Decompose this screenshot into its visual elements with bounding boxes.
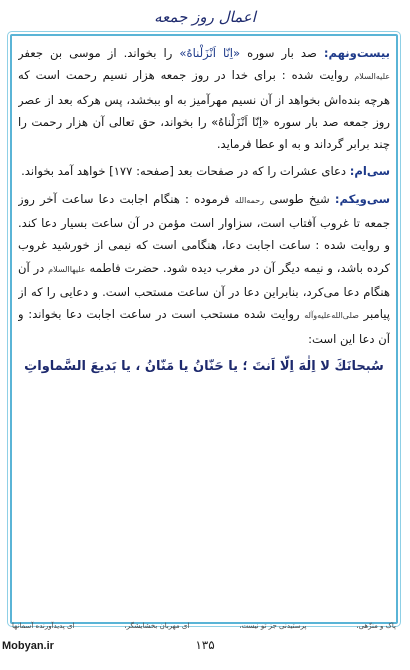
- honorific-symbol: عليها‌السلام: [48, 264, 86, 274]
- quran-citation: «اِنّا اَنْزَلْناهُ»: [179, 46, 241, 60]
- paragraph-text: را بخواند. از موسی بن جعفر: [18, 46, 180, 60]
- page-header: اعمال روز جمعه: [154, 8, 256, 26]
- page-number: ۱۳۵: [195, 638, 215, 652]
- honorific-symbol: رحمه‌الله: [234, 195, 265, 205]
- paragraph-29: [18, 42, 390, 155]
- paragraph-heading: سی‌ام:: [349, 164, 390, 179]
- paragraph-text: دعای عشرات را که در صفحات بعد [صفحه: ۱۷۷] خواهد آمد بخواند.: [21, 164, 350, 179]
- paragraph-text: روایت شده مستحب است در ساعت اجابت دعا بخواند: و آن دعا این است:: [18, 307, 390, 346]
- honorific-symbol: عليه‌السلام: [354, 72, 390, 82]
- footnote-item: ای مهربان بخشایشگر،: [124, 622, 190, 630]
- dua-arabic-line: سُبحانَكَ لا اِلٰهَ اِلّا اَنتَ ؛ یا حَنّانُ یا مَنّانُ ، یا بَدیعَ السَّماواتِ: [24, 358, 384, 374]
- footnote-item: پاک و منزّهی،: [356, 622, 396, 630]
- paragraph-heading: سی‌ویکم:: [334, 191, 390, 206]
- watermark: Mobyan.ir: [2, 640, 54, 652]
- translation-footnotes: [12, 622, 396, 630]
- paragraph-text: فرموده : هنگام اجابت دعا ساعت آخر روز جمعه تا غروب آفتاب است، سزاوار است مؤمن در آن ساعت بسیار دعا کند. و روایت شده : ساعت اجابت دعا، هنگامی است که نیمی از خورشید غروب کرده باشد، و نیمه دیگر آن در مغرب دیده شود. حضرت فاطمه: [18, 191, 390, 275]
- honorific-symbol: صلى‌الله‌عليه‌وآله: [304, 311, 359, 321]
- footnote-item: ای پدیدآورنده آسمانها: [12, 622, 75, 630]
- paragraph-text: در آن هنگام دعا می‌کرد، بنابراین دعا در آن ساعت مستحب است. و دعایی را که از پیامبر: [18, 260, 390, 322]
- paragraph-heading: بیست‌ونهم:: [323, 46, 390, 60]
- footnote-item: پرستیدنی جز تو نیست،: [239, 622, 307, 630]
- paragraph-31: [18, 188, 390, 350]
- paragraph-text: روایت شده : برای خدا در روز جمعه هزار نسیم رحمت است که هرچه بنده‌اش بخواهد از آن نسیم مهرآمیز به او ببخشد، پس هرکه بعد از عصر روز جمعه صد بار سوره «اِنّا اَنْزَلْناهُ» را بخواند، حق تعالی آن هزار رحمت را چند برابر گرداند و به او عطا فرماید.: [18, 68, 390, 152]
- paragraph-30: [18, 160, 390, 182]
- paragraph-text: شیخ طوسی: [264, 191, 335, 206]
- paragraph-text: صد بار سوره: [240, 46, 324, 60]
- content-area: [18, 42, 390, 618]
